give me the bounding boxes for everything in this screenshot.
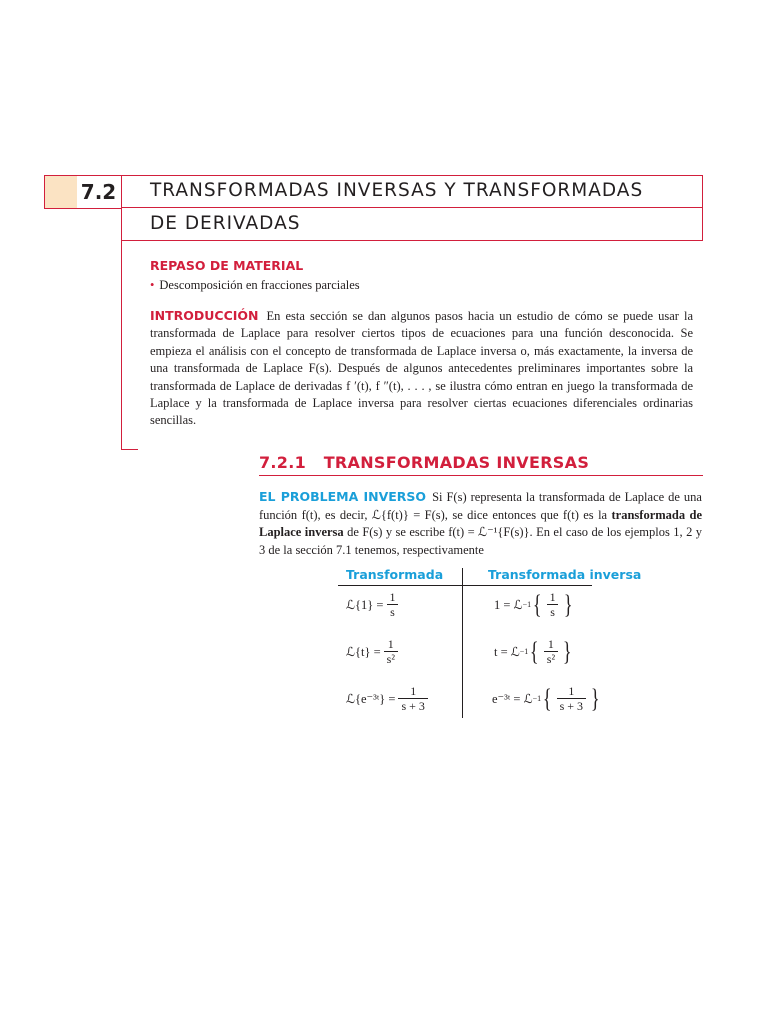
numerator: 1 bbox=[387, 637, 394, 651]
review-list-item bbox=[150, 278, 360, 293]
table-row-transform bbox=[346, 590, 401, 619]
problem-text-b: de F(s) y se escribe f(t) = ℒ⁻¹{F(s)}. En el caso de los ejemplos 1, 2 y 3 de la sección 7.1 tenemos, respectivamente bbox=[259, 525, 702, 557]
fraction bbox=[547, 590, 559, 619]
fraction bbox=[544, 637, 558, 666]
numerator: 1 bbox=[549, 590, 556, 604]
denominator: s bbox=[387, 604, 398, 619]
header-rule-top bbox=[121, 175, 703, 176]
denominator: s² bbox=[384, 651, 398, 666]
table-row-inverse: 1 = ℒ −1 { $\frac{1}{s}$ } bbox=[494, 589, 573, 619]
right-brace-icon: } bbox=[563, 589, 573, 619]
subsection-name: TRANSFORMADAS INVERSAS bbox=[323, 453, 590, 472]
denominator: s bbox=[547, 604, 558, 619]
table-header-rule bbox=[338, 585, 592, 586]
table-row-inverse: e⁻³ᵗ = ℒ −1 { $\frac{1}{s + 3}$ } bbox=[492, 683, 600, 713]
numerator: 1 bbox=[568, 684, 575, 698]
numerator: 1 bbox=[389, 590, 396, 604]
intro-lead: INTRODUCCIÓN bbox=[150, 308, 259, 323]
equation-lhs: ℒ{t} = bbox=[346, 644, 381, 659]
fraction bbox=[557, 684, 586, 713]
section-margin-foot bbox=[121, 449, 138, 450]
header-rule-middle bbox=[121, 207, 703, 208]
intro-paragraph bbox=[150, 307, 693, 430]
fraction bbox=[386, 590, 398, 619]
bullet-icon: • bbox=[150, 278, 155, 292]
subsection-number: 7.2.1 bbox=[259, 453, 307, 472]
review-heading: REPASO DE MATERIAL bbox=[150, 258, 304, 273]
section-margin-line bbox=[121, 175, 122, 449]
right-brace-icon: } bbox=[562, 636, 572, 666]
review-item-text: Descomposición en fracciones parciales bbox=[159, 278, 360, 292]
section-number-box bbox=[44, 175, 77, 209]
table-row-transform bbox=[346, 684, 431, 713]
section-title-line2: DE DERIVADAS bbox=[150, 213, 301, 234]
denominator: s + 3 bbox=[557, 698, 586, 713]
section-title-line1: TRANSFORMADAS INVERSAS Y TRANSFORMADAS bbox=[150, 180, 644, 201]
table-column-rule bbox=[462, 568, 463, 718]
problem-paragraph bbox=[259, 488, 702, 559]
section-number: 7.2 bbox=[76, 175, 121, 209]
fraction bbox=[398, 684, 427, 713]
problem-text-a: Si F(s) representa la transformada de Laplace de una función f(t), es decir, ℒ{f(t)} = F(s), se dice entonces que f(t) es la bbox=[259, 490, 702, 522]
table-row-inverse: t = ℒ −1 { $\frac{1}{\text{s²}}$ } bbox=[494, 636, 572, 666]
problem-text-bold: transformada de Laplace inversa bbox=[259, 507, 702, 540]
header-rule-bottom bbox=[121, 240, 703, 241]
intro-text: En esta sección se dan algunos pasos hacia un estudio de cómo se puede usar la transformada de Laplace para resolver ciertos tipos de ecuaciones para una función desconocida. Se empieza el análisis con el concepto de transformada de Laplace inversa o, más exactamente, la inversa de una transformada de Laplace F(s). Después de algunos antecedentes preliminares importantes sobre la transformada de Laplace de derivadas f ′(t), f ″(t), . . . , se ilustra cómo entran en juego la transformada de Laplace y la transformada de Laplace inversa para resolver ciertas ecuaciones diferenciales ordinarias sencillas. bbox=[150, 309, 693, 428]
subsection-rule bbox=[259, 475, 703, 476]
equation-lhs: ℒ{1} = bbox=[346, 597, 384, 612]
left-brace-icon: { bbox=[532, 589, 542, 619]
equation-lhs: 1 = ℒ bbox=[494, 597, 523, 612]
header-rule-right bbox=[702, 175, 703, 241]
equation-lhs: t = ℒ bbox=[494, 644, 520, 659]
numerator: 1 bbox=[547, 637, 554, 651]
table-row-transform bbox=[346, 637, 401, 666]
table-header-inverse: Transformada inversa bbox=[488, 567, 642, 582]
left-brace-icon: { bbox=[530, 636, 539, 666]
equation-lhs: e⁻³ᵗ = ℒ bbox=[492, 691, 533, 706]
denominator: s² bbox=[544, 651, 558, 666]
subsection-title bbox=[259, 453, 589, 472]
numerator: 1 bbox=[410, 684, 417, 698]
equation-lhs: ℒ{e⁻³ᵗ} = bbox=[346, 691, 396, 706]
table-header-transform: Transformada bbox=[346, 567, 444, 582]
right-brace-icon: } bbox=[590, 683, 600, 713]
fraction bbox=[384, 637, 398, 666]
problem-lead: EL PROBLEMA INVERSO bbox=[259, 489, 427, 504]
left-brace-icon: { bbox=[542, 683, 552, 713]
denominator: s + 3 bbox=[398, 698, 427, 713]
